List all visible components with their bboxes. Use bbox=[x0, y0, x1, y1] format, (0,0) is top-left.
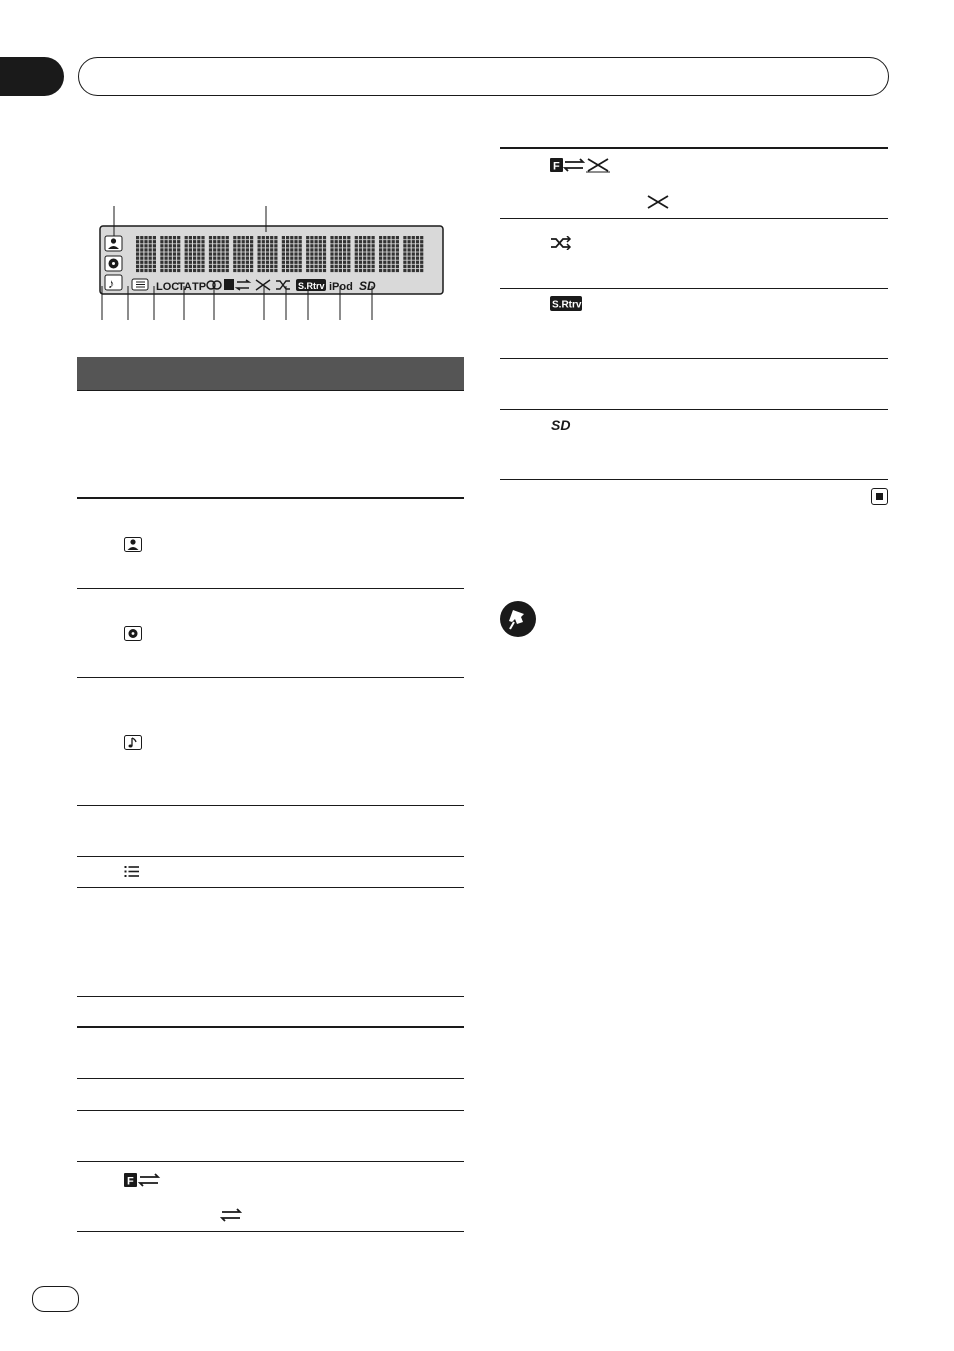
random-icon bbox=[646, 194, 670, 210]
table-rule bbox=[77, 856, 464, 857]
table-rule bbox=[77, 588, 464, 589]
sd-icon-label: SD bbox=[359, 279, 376, 293]
table-rule bbox=[77, 996, 464, 997]
section-header-bar bbox=[78, 57, 889, 96]
lcd-character-cell bbox=[258, 236, 278, 272]
lcd-character-cell bbox=[403, 236, 423, 272]
list-icon bbox=[132, 279, 148, 290]
s-rtrv-icon bbox=[296, 279, 326, 291]
lcd-character-cell bbox=[355, 236, 375, 272]
table-rule bbox=[77, 677, 464, 678]
lcd-ipod-indicator: iPod bbox=[329, 281, 353, 293]
s-rtrv-label: S.Rtrv bbox=[552, 299, 582, 311]
disc-icon bbox=[124, 626, 142, 641]
table-rule bbox=[500, 147, 888, 149]
svg-text:F: F bbox=[127, 1175, 134, 1188]
section-tab bbox=[0, 57, 64, 96]
table-rule bbox=[77, 1026, 464, 1028]
list-icon bbox=[124, 865, 140, 878]
table-rule bbox=[77, 1231, 464, 1232]
table-header-bar bbox=[77, 357, 464, 390]
folder-repeat-icon bbox=[124, 1172, 162, 1188]
artist-icon bbox=[105, 236, 122, 251]
sd-icon bbox=[359, 279, 376, 293]
lcd-character-cell bbox=[185, 236, 205, 272]
lcd-character-cell bbox=[306, 236, 326, 272]
lcd-character-cell bbox=[209, 236, 229, 272]
s-rtrv-icon bbox=[550, 296, 582, 311]
table-rule bbox=[77, 1161, 464, 1162]
lcd-character-cell bbox=[330, 236, 350, 272]
pushpin-icon bbox=[499, 600, 537, 638]
page-number-oval bbox=[32, 1286, 79, 1312]
table-rule bbox=[77, 887, 464, 888]
lcd-ta-indicator: TA bbox=[178, 281, 192, 293]
lcd-character-cell bbox=[136, 236, 156, 272]
table-rule bbox=[77, 805, 464, 806]
s-rtrv-label: S.Rtrv bbox=[298, 281, 325, 291]
music-note-icon bbox=[105, 275, 122, 291]
lcd-character-cell bbox=[160, 236, 180, 272]
table-rule bbox=[500, 288, 888, 289]
lcd-character-cell bbox=[233, 236, 253, 272]
table-rule bbox=[500, 409, 888, 410]
table-rule bbox=[77, 1078, 464, 1079]
end-mark-icon bbox=[871, 488, 888, 505]
table-rule bbox=[77, 497, 464, 499]
lcd-loc-indicator: LOC bbox=[156, 281, 180, 293]
artist-icon bbox=[124, 537, 142, 552]
sd-icon-label: SD bbox=[551, 417, 571, 432]
table-rule bbox=[500, 358, 888, 359]
lcd-tp-indicator: TP bbox=[192, 281, 207, 293]
shuffle-icon bbox=[550, 236, 572, 250]
svg-text:♪: ♪ bbox=[108, 276, 115, 291]
music-note-icon bbox=[124, 735, 142, 750]
lcd-character-cell bbox=[379, 236, 399, 272]
folder-random-icon bbox=[550, 157, 612, 173]
table-rule bbox=[77, 390, 464, 391]
table-rule bbox=[500, 479, 888, 480]
table-rule bbox=[500, 218, 888, 219]
disc-icon bbox=[105, 256, 122, 271]
lcd-display-illustration bbox=[72, 200, 452, 325]
table-rule bbox=[77, 1110, 464, 1111]
lcd-character-cell bbox=[282, 236, 302, 272]
svg-text:F: F bbox=[553, 160, 560, 173]
sd-icon bbox=[550, 417, 584, 432]
repeat-icon bbox=[220, 1207, 242, 1223]
